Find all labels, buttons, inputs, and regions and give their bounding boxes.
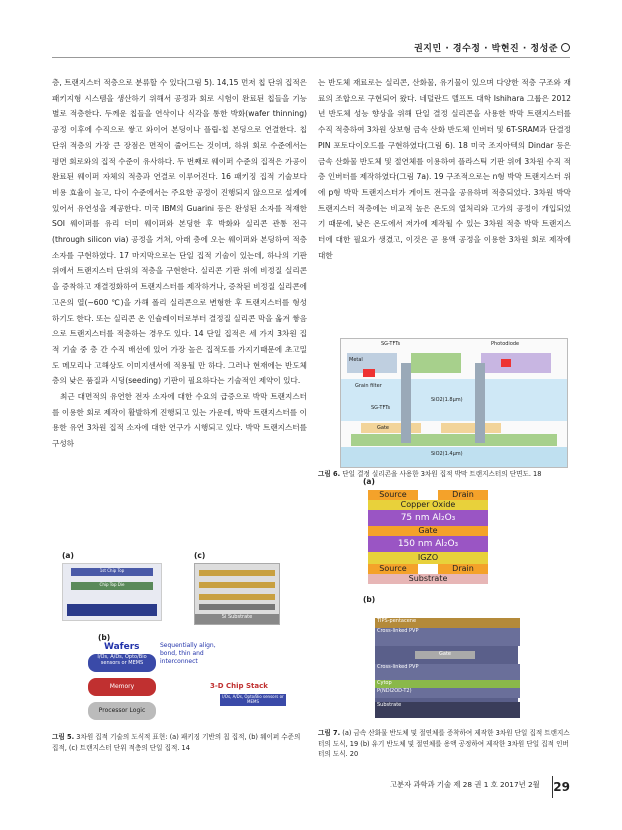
package-substrate bbox=[67, 604, 157, 616]
right-column bbox=[318, 75, 571, 263]
caption-text: (a) 금속 산화물 반도체 및 절연체를 증착하여 제작한 3차원 단일 집적 트랜지스터의 도식, 19 (b) 유기 반도체 및 절연체를 용액 공정하여 제작한 3차원 단일 집적 인버터의 도식. 20 bbox=[318, 729, 570, 758]
label-photodiode: Photodiode bbox=[491, 341, 520, 347]
stack-label: 3-D Chip Stack bbox=[210, 682, 268, 690]
substrate-7b: Substrate bbox=[375, 702, 520, 718]
label-gate: Gate bbox=[377, 425, 389, 431]
chip-top: 1st Chip Top bbox=[71, 568, 153, 576]
copper-oxide: Copper Oxide bbox=[368, 500, 488, 510]
left-column bbox=[52, 75, 307, 452]
caption-label: 그림 5. bbox=[52, 733, 75, 741]
figure-6 bbox=[340, 338, 568, 468]
circle-icon bbox=[561, 43, 570, 52]
substrate-7a: Substrate bbox=[368, 574, 488, 584]
process-text: Sequentially align, bond, thin and interconnect bbox=[160, 642, 216, 665]
figure-5a-label: (a) bbox=[62, 551, 74, 560]
label-grain-filter: Grain filter bbox=[355, 383, 382, 389]
paragraph: 최근 대면적의 유연한 전자 소자에 대한 수요의 급증으로 박막 트랜지스터를 이용한 회로 제작이 활발하게 진행되고 있는 가운데, 박막 트랜지스터를 이용한 유연 3차원 집적 소자에 대한 연구가 시행되고 있다. 박막 트랜지스터를 구성하 bbox=[52, 392, 307, 449]
cytop: Cytop bbox=[375, 680, 520, 688]
figure-7b bbox=[375, 618, 518, 718]
figure-7-caption bbox=[318, 728, 571, 760]
transistor-stack-diagram bbox=[195, 564, 279, 612]
caption-text: 단일 결정 실리콘을 사용한 3차원 집적 박막 트랜지스터의 단면도. 18 bbox=[342, 470, 542, 478]
figure-5c bbox=[194, 563, 280, 625]
figure-5b-label: (b) bbox=[98, 633, 111, 642]
label-sg-tfts-top: SG-TFTs bbox=[381, 341, 401, 347]
source-bottom: Source bbox=[368, 564, 418, 574]
label-sio2-top: SiO2(1.8μm) bbox=[431, 397, 463, 403]
igzo-layer: IGZO bbox=[368, 552, 488, 564]
label-sg-tfts-mid: SG-TFTs bbox=[371, 405, 391, 411]
figure-7a bbox=[366, 490, 490, 586]
label-sio2-bot: SiO2(1.4μm) bbox=[431, 451, 463, 457]
pvp-top: Cross-linked PVP bbox=[375, 628, 520, 646]
figure-6-cross-section bbox=[341, 339, 567, 467]
gate-layer: Gate bbox=[368, 526, 488, 536]
paragraph: 는 반도체 재료로는 실리콘, 산화물, 유기물이 있으며 다양한 적층 구조와 재료의 조합으로 구현되어 왔다. 네덜란드 델프트 대학 Ishihara 그룹은 2012년 반도체 성능 향상을 위해 단일 결정 실리콘을 사용한 박막 트랜지스터를 수직 적층하여 3차원 상보형 금속 산화 반도체 인버터 및 6T-SRAM과 단결정 PIN 포토다이오드를 구현하였다(그림 6). 18 미국 조지아텍의 Dindar 등은 금속 산화물 반도체 및 절연체를 이용하여 플라스틱 기판 위에 3차원 수직 적층 인버터를 제작하였다(그림 7a). 19 구조적으로는 n형 박막 트랜지스터 위에 p형 박막 트랜지스터가 게이트 전극을 공유하며 적층되었다. 3차원 박막 트랜지스터 적층에는 비교적 높은 온도의 열처리와 고가의 공정이 개입되었기 때문에, 낮은 온도에서 저가에 제작될 수 있는 3차원 적층 박막 트랜지스터에 대한 필요가 생겼고, 이것은 곧 용액 공정을 이용한 3차원 회로 제작에 대한 bbox=[318, 78, 571, 260]
figure-5b bbox=[88, 642, 288, 726]
drain-top: Drain bbox=[438, 490, 488, 500]
figure-7b-label: (b) bbox=[363, 595, 376, 604]
wafer-sensors: I/Os, A/Ds, Opto/Bio sensors or MEMS bbox=[88, 654, 156, 672]
al2o3-150nm: 150 nm Al₂O₃ bbox=[368, 536, 488, 552]
al2o3-75nm: 75 nm Al₂O₃ bbox=[368, 510, 488, 526]
figure-5c-label: (c) bbox=[194, 551, 206, 560]
wafer-memory: Memory bbox=[88, 678, 156, 696]
figure-7a-label: (a) bbox=[363, 477, 375, 486]
label-metal: Metal bbox=[349, 357, 363, 363]
page-number: 29 bbox=[553, 780, 570, 794]
chip-die: Chip Top Die bbox=[71, 582, 153, 590]
wafers-label: Wafers bbox=[104, 642, 140, 652]
pndi2od-t2: P(NDI2OD-T2) bbox=[375, 688, 520, 698]
figure-5-caption bbox=[52, 732, 308, 753]
tips-pentacene: TIPS-pentacene bbox=[375, 618, 520, 628]
header-divider bbox=[52, 57, 570, 58]
wafer-processor: Processor Logic bbox=[88, 702, 156, 720]
caption-text: 3차원 집적 기술의 도식적 표현: (a) 패키징 기반의 칩 집적, (b) 웨이퍼 수준의 집적, (c) 트랜지스터 단위 적층의 단일 집적. 14 bbox=[52, 733, 301, 752]
gate-7b: Gate bbox=[415, 651, 475, 659]
journal-footer: 고분자 과학과 기술 제 28 권 1 호 2017년 2월 bbox=[390, 780, 540, 789]
stack-box: I/Os, A/Ds, Opto/Bio sensors or MEMS bbox=[220, 694, 286, 706]
si-substrate: Si Substrate bbox=[195, 614, 279, 624]
caption-label: 그림 7. bbox=[318, 729, 341, 737]
figure-5a bbox=[62, 563, 162, 621]
drain-bottom: Drain bbox=[438, 564, 488, 574]
source-top: Source bbox=[368, 490, 418, 500]
pvp-bottom: Cross-linked PVP bbox=[375, 664, 520, 680]
figure-6-caption bbox=[318, 469, 571, 480]
paragraph: 층, 트랜지스터 적층으로 분류할 수 있다(그림 5). 14,15 먼저 칩 단위 집적은 패키지형 시스템을 생산하기 위해서 공정과 회로 시험이 완료된 칩들을 기능별로 적층한다. 두께운 칩들을 연삭이나 식각을 통한 박화(wafer thinning) 공정 이후에 수직으로 쌓고 와이어 본딩이나 플립-칩 본딩으로 연결한다. 칩 단위 적층의 가장 큰 장점은 면적이 줄어드는 것이며, 하위 회로 수준에서는 평면 회로와의 집적 수준이 유사하다. 두 번째로 웨이퍼 수준의 집적은 가공이 완료된 웨이퍼 자체의 적층과 연결로 이루어진다. 16 패키징 집적 기술보다 비용 효율이 높고, 다이 수준에서는 주요한 공정이 진행되지 않으므로 설계에 있어서 유연성을 제공한다. 미국 IBM의 Guarini 등은 완성된 소자를 적재한 SOI 웨이퍼를 유리 더미 웨이퍼와 본딩한 후 박화와 실리콘 관통 전극(through silicon via) 공정을 거쳐, 아래 층에 오는 웨이퍼와 본딩하여 적층 소자를 구현하였다. 17 마지막으로는 단일 집적 기술이 있는데, 하나의 기판 위에서 트랜지스터 단위의 적층을 구현한다. 실리콘 기판 위에 비정질 실리콘을 증착하고 재결정화하여 트랜지스터를 제작하거나, 증착된 비정질 실리콘에 고온의 열(~600 ℃)을 가해 폴리 실리콘으로 변형한 후 트랜지스터를 형성하기도 한다. 또는 실리콘 온 인슐레이터로부터 결정질 실리콘 막을 옮겨 쌓음으로 트랜지스터를 적층하는 경우도 있다. 14 단일 집적은 세 가지 3차원 집적 기술 중 층 간 수직 배선에 있어 가장 높은 집적도를 가지기때문에 초고밀도 메모리나 고해상도 이미지센서에 적용될 만 하다. 그러나 현재에는 반도체 층의 낮은 품질과 시딩(seeding) 기판이 필요하다는 기술적인 제약이 있다. bbox=[52, 78, 307, 386]
caption-label: 그림 6. bbox=[318, 470, 341, 478]
page-header-authors: 권지민 · 경수정 · 박현진 · 정성준 bbox=[414, 41, 570, 54]
